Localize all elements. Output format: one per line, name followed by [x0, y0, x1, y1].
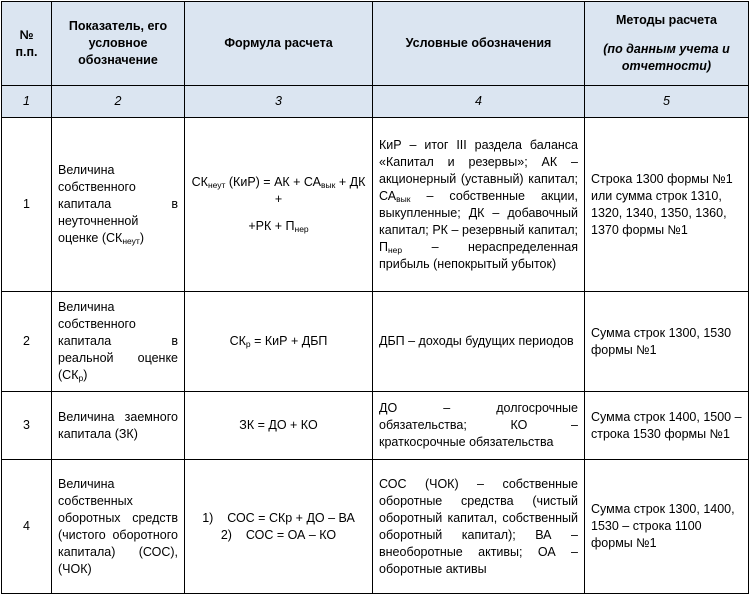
- column-number-row: [2, 86, 749, 118]
- table-row: [2, 460, 749, 594]
- column-number: 5: [585, 86, 749, 118]
- row-method: Сумма строк 1400, 1500 – строка 1530 формы №1: [585, 392, 749, 460]
- row-formula: [185, 460, 373, 594]
- header-num: № п.п.: [2, 2, 52, 86]
- header-symbols: Условные обозначения: [373, 2, 585, 86]
- column-number: 3: [185, 86, 373, 118]
- row-symbols: ДБП – доходы будущих периодов: [373, 292, 585, 392]
- row-formula: ЗК = ДО + КО: [185, 392, 373, 460]
- column-number: 4: [373, 86, 585, 118]
- row-formula: $СК_р$ = КиР + ДБП: [185, 292, 373, 392]
- row-number: 3: [2, 392, 52, 460]
- row-indicator: Величина заемного капитала (ЗК): [52, 392, 185, 460]
- row-number: 4: [2, 460, 52, 594]
- header-formula: Формула расчета: [185, 2, 373, 86]
- formula-line-1: 1) СОС = СКр + ДО – ВА: [202, 510, 355, 525]
- header-indicator: Показатель, его условное обозначение: [52, 2, 185, 86]
- row-method: Сумма строк 1300, 1530 формы №1: [585, 292, 749, 392]
- header-methods-title: Методы расчета: [615, 13, 718, 27]
- column-number: 1: [2, 86, 52, 118]
- table-row: [2, 292, 749, 392]
- indicators-table: [1, 1, 749, 594]
- column-number: 2: [52, 86, 185, 118]
- formula-line-2: 2) СОС = ОА – КО: [220, 527, 337, 542]
- row-indicator: Величина собственного капитала в реальной оценке $(СК_р)$: [52, 292, 185, 392]
- row-indicator: Величина собственного капитала в неуточненной оценке $(СК_{неут})$: [52, 118, 185, 292]
- row-symbols: ДО – долгосрочные обязательства; КО – краткосрочные обязательства: [373, 392, 585, 460]
- row-number: 2: [2, 292, 52, 392]
- row-number: 1: [2, 118, 52, 292]
- table-row: [2, 118, 749, 292]
- row-method: Строка 1300 формы №1 или сумма строк 1310, 1320, 1340, 1350, 1360, 1370 формы №1: [585, 118, 749, 292]
- row-formula: $СК_{неут}$ (КиР) = АК + $СА_{вык}$ + ДК + $+РК + П_{нер}$: [185, 118, 373, 292]
- row-method: Сумма строк 1300, 1400, 1530 – строка 1100 формы №1: [585, 460, 749, 594]
- header-methods: [585, 2, 749, 86]
- row-indicator: Величина собственных оборотных средств (чистого оборотного капитала) (СОС), (ЧОК): [52, 460, 185, 594]
- table-row: [2, 392, 749, 460]
- header-methods-subtitle: (по данным учета и отчетности): [603, 42, 730, 73]
- row-symbols: СОС (ЧОК) – собственные оборотные средства (чистый оборотный капитал, собственный оборотный капитал); ВА – внеоборотные активы; ОА – оборотные активы: [373, 460, 585, 594]
- row-symbols: КиР – итог III раздела баланса «Капитал и резервы»; АК – акционерный (уставный) капитал; $СА_{вык}$ – собственные акции, выкупленные; ДК – добавочный капитал; РК – резервный капитал; $П_{нер}$ – нераспределенная прибыль (непокрытый убыток): [373, 118, 585, 292]
- header-row: [2, 2, 749, 86]
